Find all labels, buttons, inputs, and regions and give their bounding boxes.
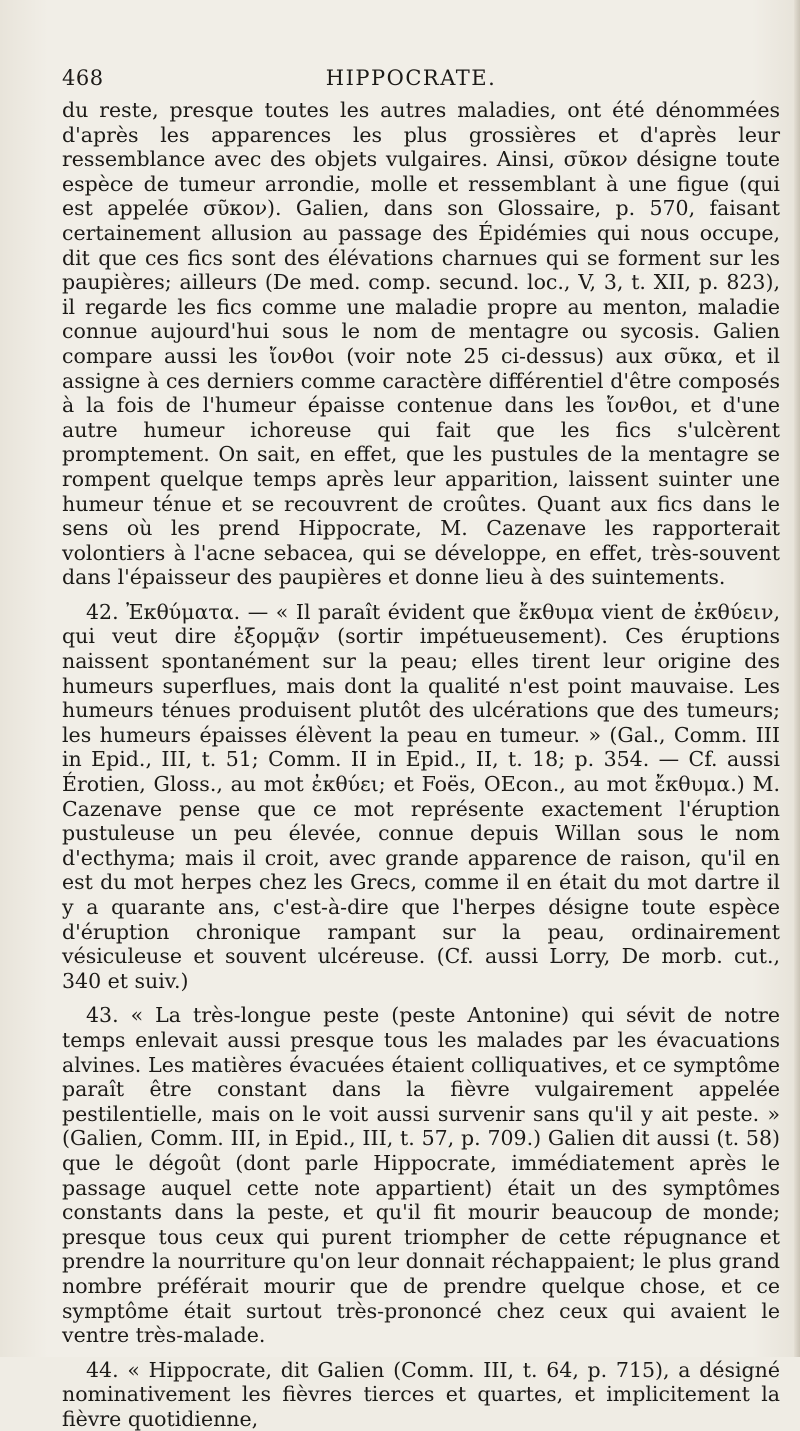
page-edge bbox=[794, 0, 800, 1357]
paragraph-continuation: du reste, presque toutes les autres maladies, ont été dénommées d'après les apparences les plus grossières et d'après leur ressemblance avec des objets vulgaires. Ainsi, σῦκον désigne toute espèce de tumeur arrondie, molle et ressemblant à une figue (qui est appelée σῦκον). Galien, dans son Glossaire, p. 570, faisant certainement allusion au passage des Épidémies qui nous occupe, dit que ces fics sont des élévations charnues qui se forment sur les paupières; ailleurs (De med. comp. secund. loc., V, 3, t. XII, p. 823), il regarde les fics comme une maladie propre au menton, maladie connue aujourd'hui sous le nom de mentagre ou sycosis. Galien compare aussi les ἴονθοι (voir note 25 ci-dessus) aux σῦκα, et il assigne à ces derniers comme caractère différentiel d'être composés à la fois de l'humeur épaisse contenue dans les ἴονθοι, et d'une autre humeur ichoreuse qui fait que les fics s'ulcèrent promptement. On sait, en effet, que les pustules de la mentagre se rompent quelque temps après leur apparition, laissent suinter une humeur ténue et se recouvrent de croûtes. Quant aux fics dans le sens où les prend Hippocrate, M. Cazenave les rapporterait volontiers à l'acne sebacea, qui se développe, en effet, très-souvent dans l'épaisseur des paupières et donne lieu à des suintements. bbox=[62, 98, 780, 590]
body-text bbox=[62, 98, 780, 1431]
page-number: 468 bbox=[62, 66, 104, 90]
note-43: 43. « La très-longue peste (peste Antonine) qui sévit de notre temps enlevait aussi presque tous les malades par les évacuations alvines. Les matières évacuées étaient colliquatives, et ce symptôme paraît être constant dans la fièvre vulgairement appelée pestilentielle, mais on le voit aussi survenir sans qu'il y ait peste. » (Galien, Comm. III, in Epid., III, t. 57, p. 709.) Galien dit aussi (t. 58) que le dégoût (dont parle Hippocrate, immédiatement après le passage auquel cette note appartient) était un des symptômes constants dans la peste, et qu'il fit mourir beaucoup de monde; presque tous ceux qui purent triompher de cette répugnance et prendre la nourriture qu'on leur donnait réchappaient; le plus grand nombre préférait mourir que de prendre quelque chose, et ce symptôme était surtout très-prononcé chez ceux qui avaient le ventre très-malade. bbox=[62, 1003, 780, 1348]
note-44: 44. « Hippocrate, dit Galien (Comm. III, t. 64, p. 715), a désigné nominativement les fièvres tierces et quartes, et implicitement la fièvre quotidienne, bbox=[62, 1357, 780, 1431]
note-42: 42. Ἐκθύματα. — « Il paraît évident que ἔκθυμα vient de ἐκθύειν, qui veut dire ἐξορμᾷν (sortir impétueusement). Ces éruptions naissent spontanément sur la peau; elles tirent leur origine des humeurs superflues, mais dont la qualité n'est point mauvaise. Les humeurs ténues produisent plutôt des ulcérations que des tumeurs; les humeurs épaisses élèvent la peau en tumeur. » (Gal., Comm. III in Epid., III, t. 51; Comm. II in Epid., II, t. 18; p. 354. — Cf. aussi Érotien, Gloss., au mot ἐκθύει; et Foës, OEcon., au mot ἔκθυμα.) M. Cazenave pense que ce mot représente exactement l'éruption pustuleuse un peu élevée, connue depuis Willan sous le nom d'ecthyma; mais il croit, avec grande apparence de raison, qu'il en est du mot herpes chez les Grecs, comme il en était du mot dartre il y a quarante ans, c'est-à-dire que l'herpes désigne toute espèce d'éruption chronique rampant sur la peau, ordinairement vésiculeuse et souvent ulcéreuse. (Cf. aussi Lorry, De morb. cut., 340 et suiv.) bbox=[62, 599, 780, 993]
running-head: HIPPOCRATE. bbox=[325, 66, 497, 90]
page-header bbox=[62, 66, 780, 98]
